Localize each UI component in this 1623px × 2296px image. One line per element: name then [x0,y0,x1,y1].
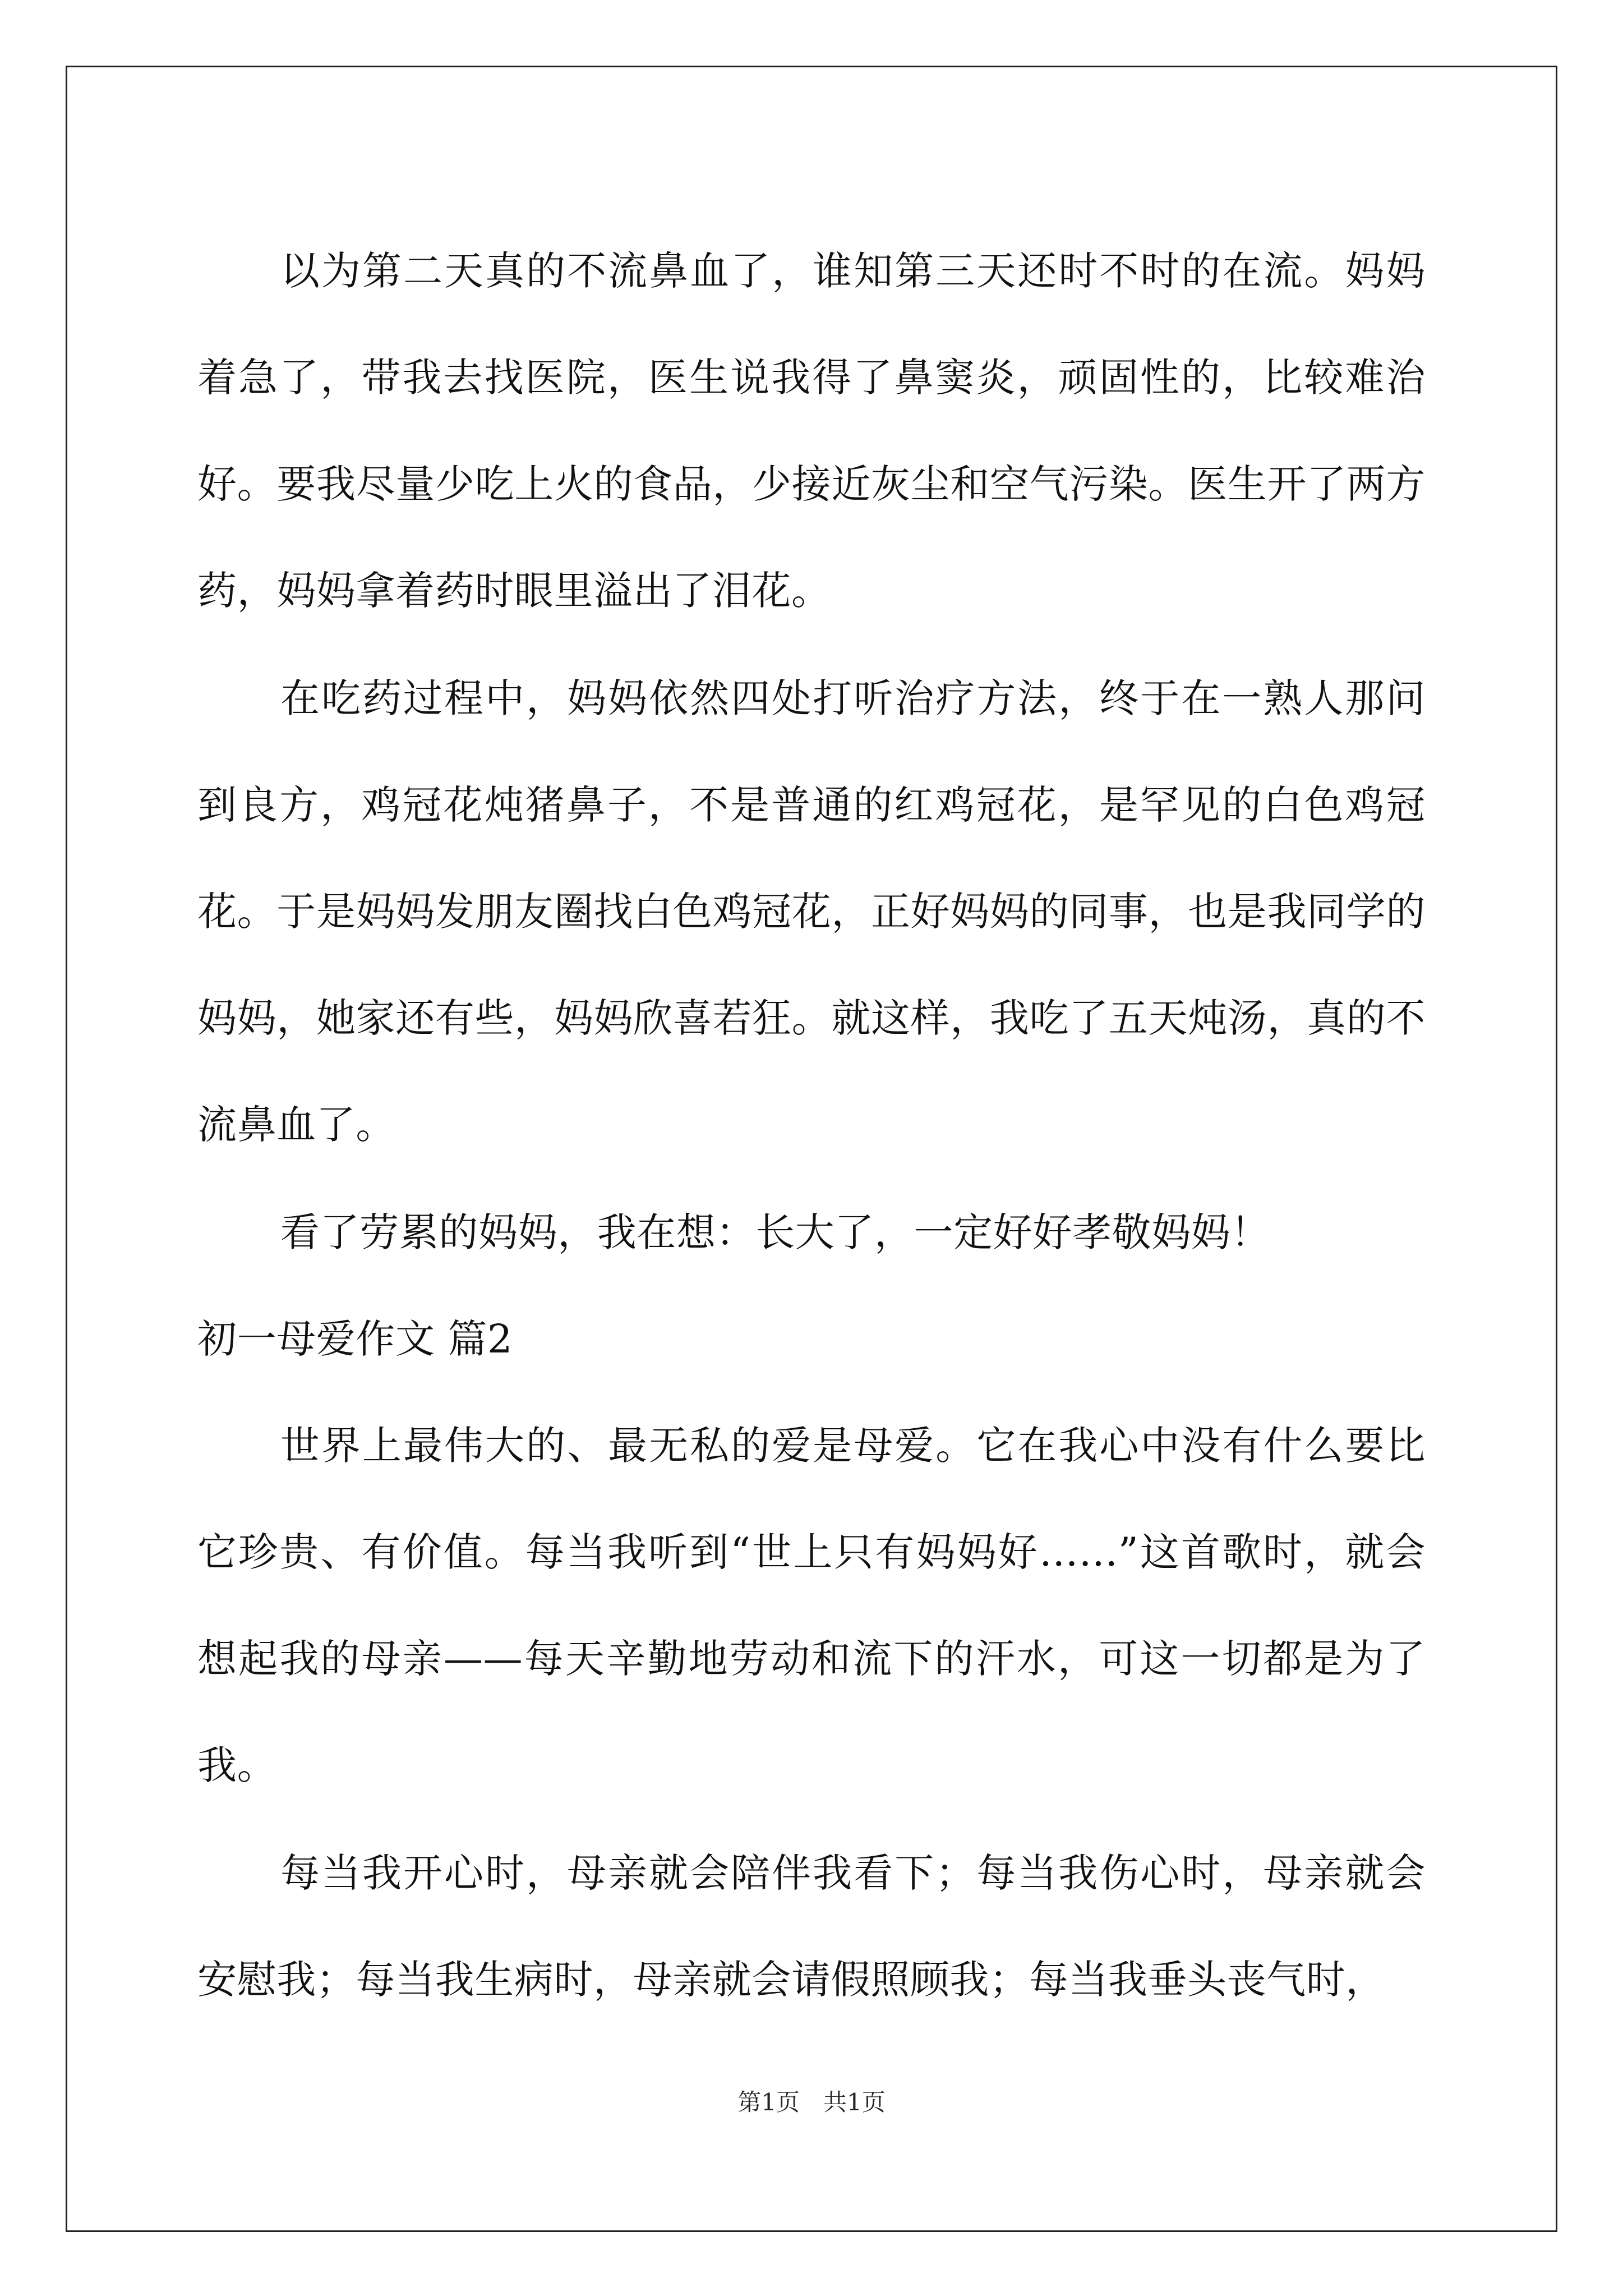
paragraph-5: 每当我开心时，母亲就会陪伴我看下；每当我伤心时，母亲就会安慰我；每当我生病时，母亲就会请假照顾我；每当我垂头丧气时， [197,1850,1426,2003]
page-number-label: 第1页 共1页 [737,2088,886,2116]
document-body [197,218,1426,2033]
paragraph-2: 在吃药过程中，妈妈依然四处打听治疗方法，终于在一熟人那问到良方，鸡冠花炖猪鼻子，不是普通的红鸡冠花，是罕见的白色鸡冠花。于是妈妈发朋友圈找白色鸡冠花，正好妈妈的同事，也是我同学的妈妈，她家还有些，妈妈欣喜若狂。就这样，我吃了五天炖汤，真的不流鼻血了。 [197,675,1426,1148]
paragraph-1: 以为第二天真的不流鼻血了，谁知第三天还时不时的在流。妈妈着急了，带我去找医院，医生说我得了鼻窦炎，顽固性的，比较难治好。要我尽量少吃上火的食品，少接近灰尘和空气污染。医生开了两方药，妈妈拿着药时眼里溢出了泪花。 [197,248,1426,614]
page-footer [0,2086,1623,2119]
section-heading: 初一母爱作文 篇2 [197,1316,513,1362]
paragraph-3: 看了劳累的妈妈，我在想：长大了，一定好好孝敬妈妈！ [280,1209,1270,1255]
paragraph-4: 世界上最伟大的、最无私的爱是母爱。它在我心中没有什么要比它珍贵、有价值。每当我听到“世上只有妈妈好……”这首歌时，就会想起我的母亲——每天辛勤地劳动和流下的汗水，可这一切都是为了我。 [197,1423,1426,1788]
